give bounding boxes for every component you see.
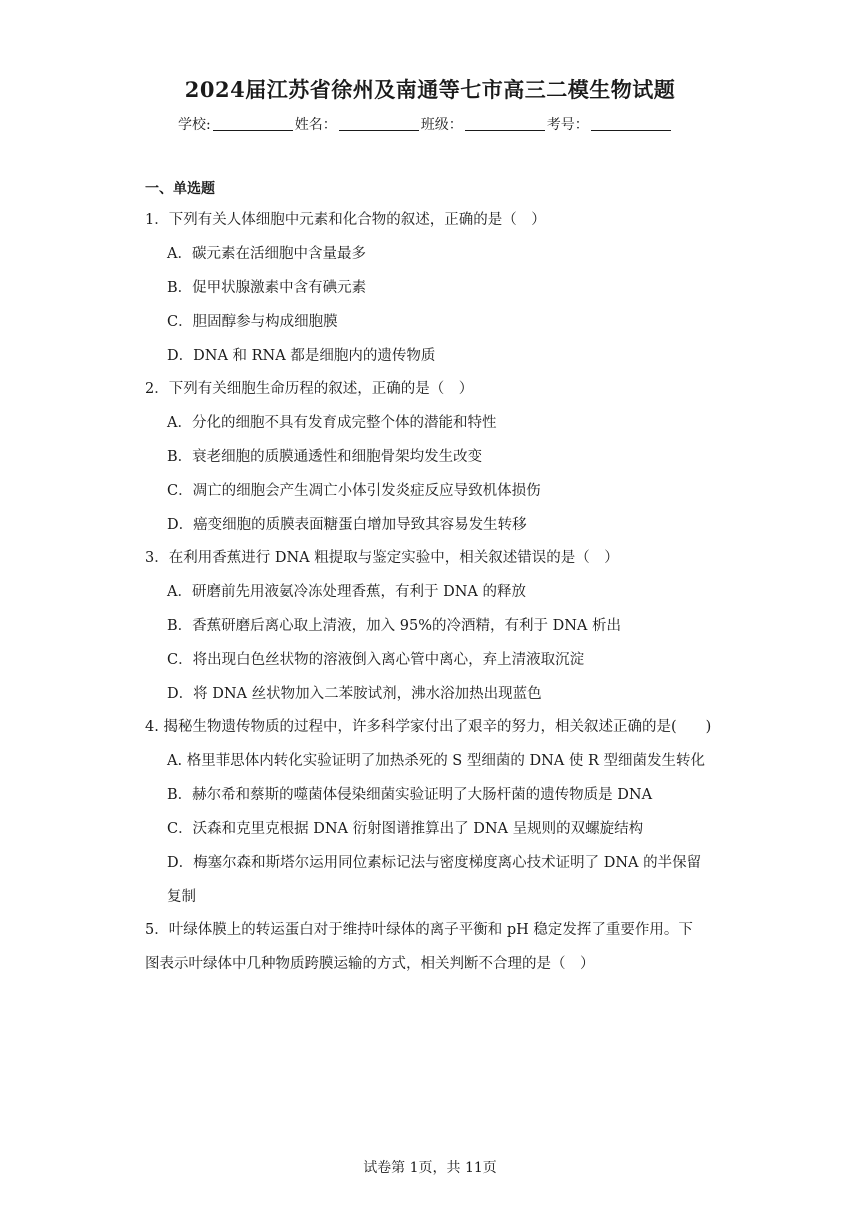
question-4-option-c: C．沃森和克里克根据 DNA 衍射图谱推算出了 DNA 呈规则的双螺旋结构	[167, 821, 644, 837]
class-label: 班级：	[420, 117, 463, 133]
question-2-option-a: A．分化的细胞不具有发育成完整个体的潜能和特性	[167, 415, 497, 431]
question-3-option-b: B．香蕉研磨后离心取上清液，加入 95%的冷酒精，有利于 DNA 析出	[167, 618, 621, 634]
question-1-option-a: A．碳元素在活细胞中含量最多	[167, 246, 366, 262]
school-label: 学校:	[178, 117, 211, 133]
exam-no-blank	[591, 129, 671, 131]
page-title: 2024届江苏省徐州及南通等七市高三二模生物试题	[184, 77, 676, 102]
question-1-stem: 1．下列有关人体细胞中元素和化合物的叙述，正确的是（ ）	[145, 212, 546, 228]
question-3-option-d: D．将 DNA 丝状物加入二苯胺试剂，沸水浴加热出现蓝色	[167, 686, 542, 702]
name-label: 姓名：	[294, 117, 337, 133]
question-5-stem: 5．叶绿体膜上的转运蛋白对于维持叶绿体的离子平衡和 pH 稳定发挥了重要作用。下	[145, 922, 693, 938]
class-blank	[465, 129, 545, 131]
section-title: 一、单选题	[145, 181, 215, 197]
question-4-option-d-cont: 复制	[167, 889, 196, 905]
question-2-option-c: C．凋亡的细胞会产生凋亡小体引发炎症反应导致机体损伤	[167, 483, 541, 499]
question-3-stem: 3．在利用香蕉进行 DNA 粗提取与鉴定实验中，相关叙述错误的是（ ）	[145, 550, 619, 566]
question-1-option-d: D．DNA 和 RNA 都是细胞内的遗传物质	[167, 348, 436, 364]
exam-no-label: 考号：	[546, 117, 589, 133]
question-4-stem: 4. 揭秘生物遗传物质的过程中，许多科学家付出了艰辛的努力，相关叙述正确的是( )	[145, 719, 712, 735]
question-4-option-d: D．梅塞尔森和斯塔尔运用同位素标记法与密度梯度离心技术证明了 DNA 的半保留	[167, 855, 702, 871]
school-blank	[213, 129, 293, 131]
question-4-option-b: B．赫尔希和蔡斯的噬菌体侵染细菌实验证明了大肠杆菌的遗传物质是 DNA	[167, 787, 653, 803]
question-4-option-a: A. 格里菲思体内转化实验证明了加热杀死的 S 型细菌的 DNA 使 R 型细菌发生转化	[167, 753, 705, 769]
question-3-option-a: A．研磨前先用液氨冷冻处理香蕉，有利于 DNA 的释放	[167, 584, 526, 600]
question-1-option-b: B．促甲状腺激素中含有碘元素	[167, 280, 367, 296]
question-3-option-c: C．将出现白色丝状物的溶液倒入离心管中离心，弃上清液取沉淀	[167, 652, 585, 668]
student-info-row	[178, 114, 673, 134]
question-5-stem-cont: 图表示叶绿体中几种物质跨膜运输的方式，相关判断不合理的是（ ）	[145, 956, 595, 972]
question-2-option-b: B．衰老细胞的质膜通透性和细胞骨架均发生改变	[167, 449, 483, 465]
question-1-option-c: C．胆固醇参与构成细胞膜	[167, 314, 338, 330]
name-blank	[339, 129, 419, 131]
question-2-stem: 2．下列有关细胞生命历程的叙述，正确的是（ ）	[145, 381, 474, 397]
question-2-option-d: D．癌变细胞的质膜表面糖蛋白增加导致其容易发生转移	[167, 517, 527, 533]
page-footer: 试卷第 1页，共 11页	[363, 1160, 497, 1176]
